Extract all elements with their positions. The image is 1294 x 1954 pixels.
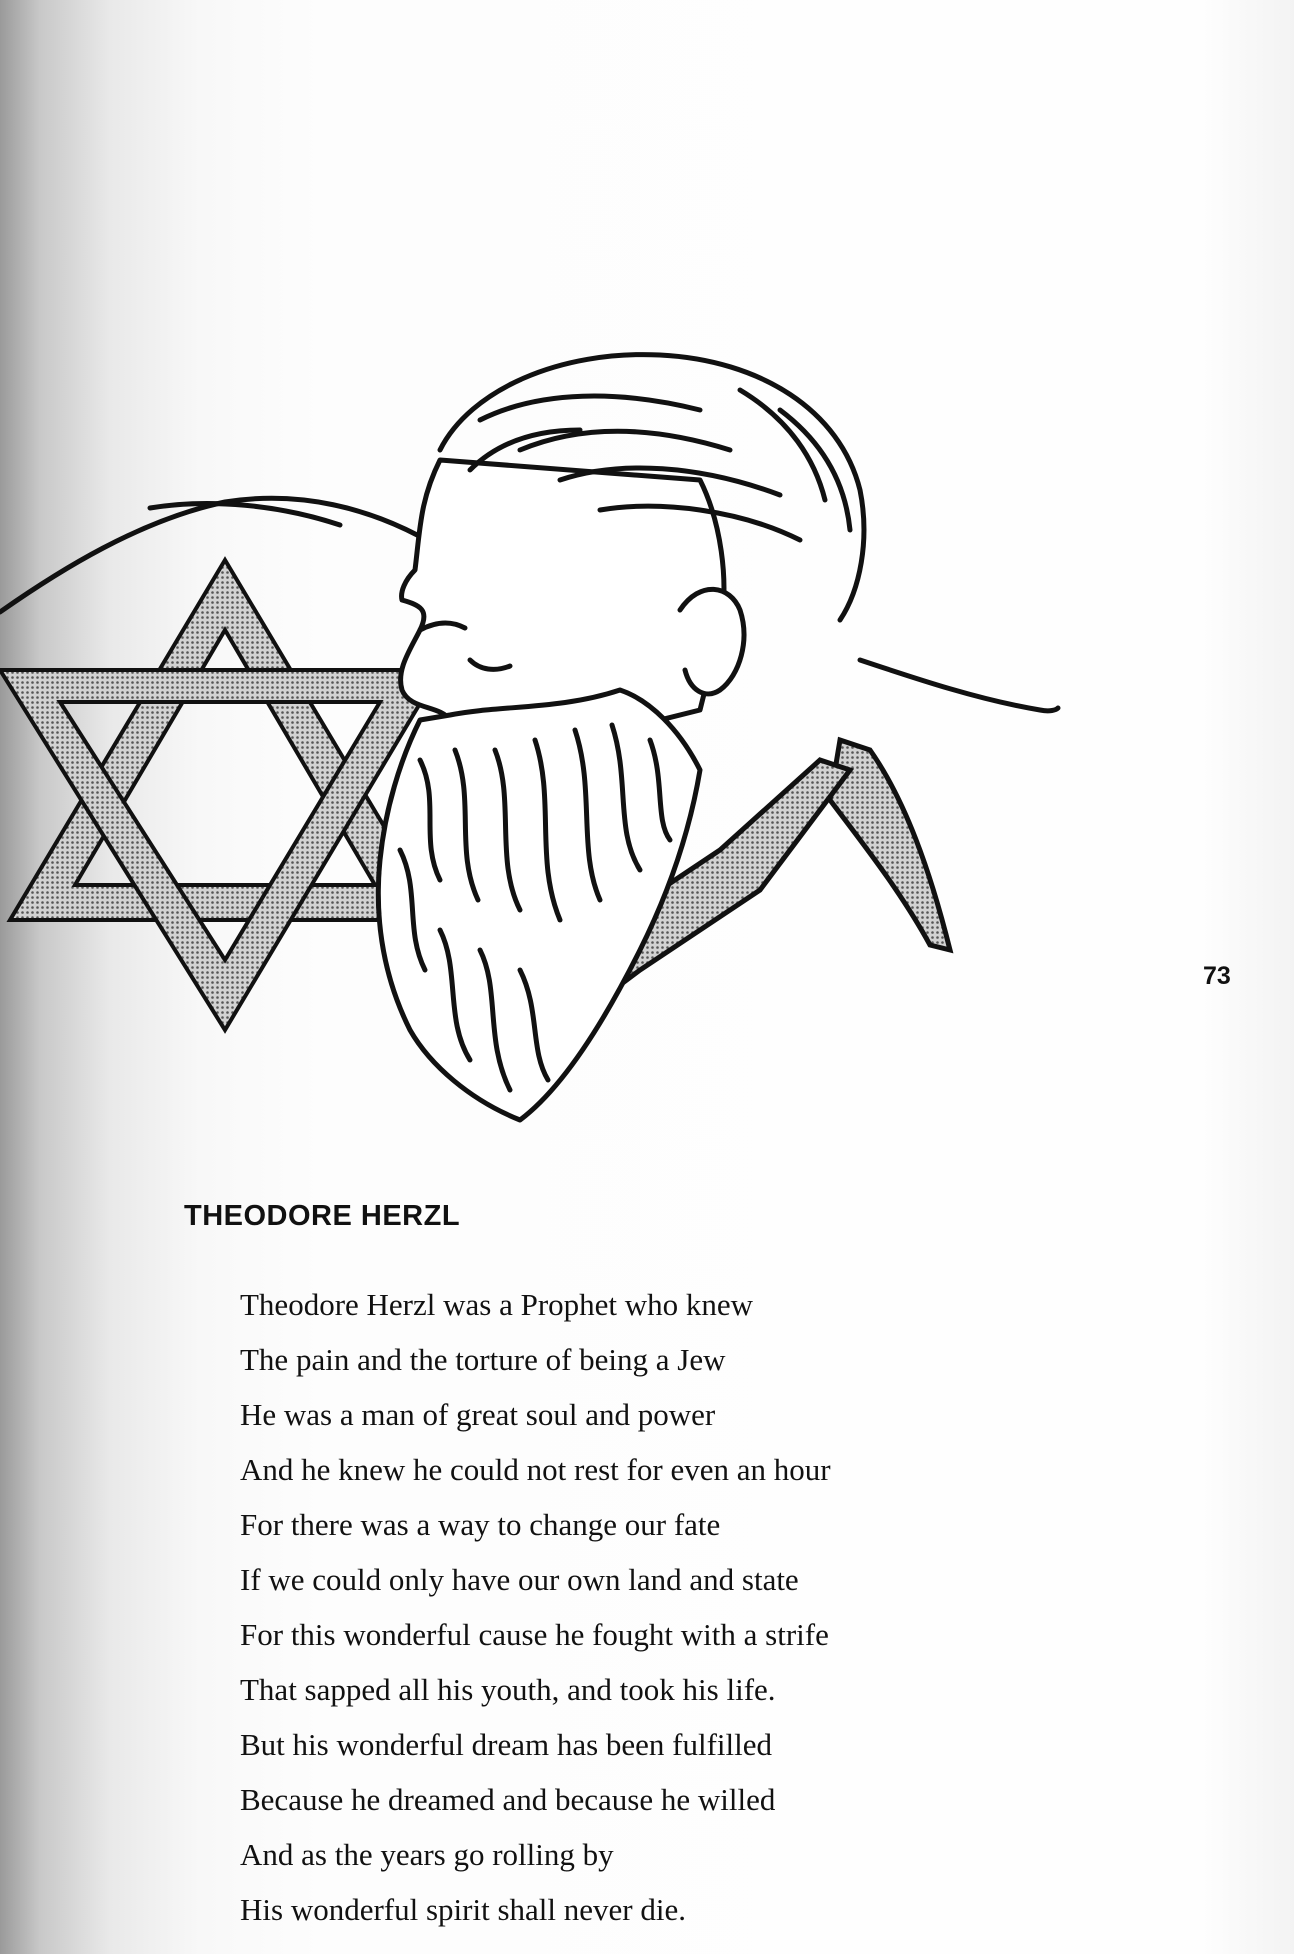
star-of-david-icon xyxy=(0,560,440,1030)
poem-line: And as the years go rolling by xyxy=(240,1837,614,1872)
beard xyxy=(378,690,700,1120)
herzl-portrait-illustration xyxy=(0,330,1080,1150)
poem-line: Because he dreamed and because he willed xyxy=(240,1782,776,1817)
page-number: 73 xyxy=(1203,962,1231,990)
poem-line: If we could only have our own land and state xyxy=(240,1562,799,1597)
poem-body xyxy=(240,1285,831,1945)
poem-line: He was a man of great soul and power xyxy=(240,1397,716,1432)
poem-line: For there was a way to change our fate xyxy=(240,1507,721,1542)
poem-title: THEODORE HERZL xyxy=(184,1200,461,1232)
poem-line: That sapped all his youth, and took his life. xyxy=(240,1672,776,1707)
poem-line: The pain and the torture of being a Jew xyxy=(240,1342,726,1377)
poem-line: And he knew he could not rest for even an hour xyxy=(240,1452,831,1487)
poem-line: For this wonderful cause he fought with a strife xyxy=(240,1617,829,1652)
poem-line: But his wonderful dream has been fulfilled xyxy=(240,1727,773,1762)
poem-line: His wonderful spirit shall never die. xyxy=(240,1892,686,1927)
poem-line: Theodore Herzl was a Prophet who knew xyxy=(240,1287,754,1322)
